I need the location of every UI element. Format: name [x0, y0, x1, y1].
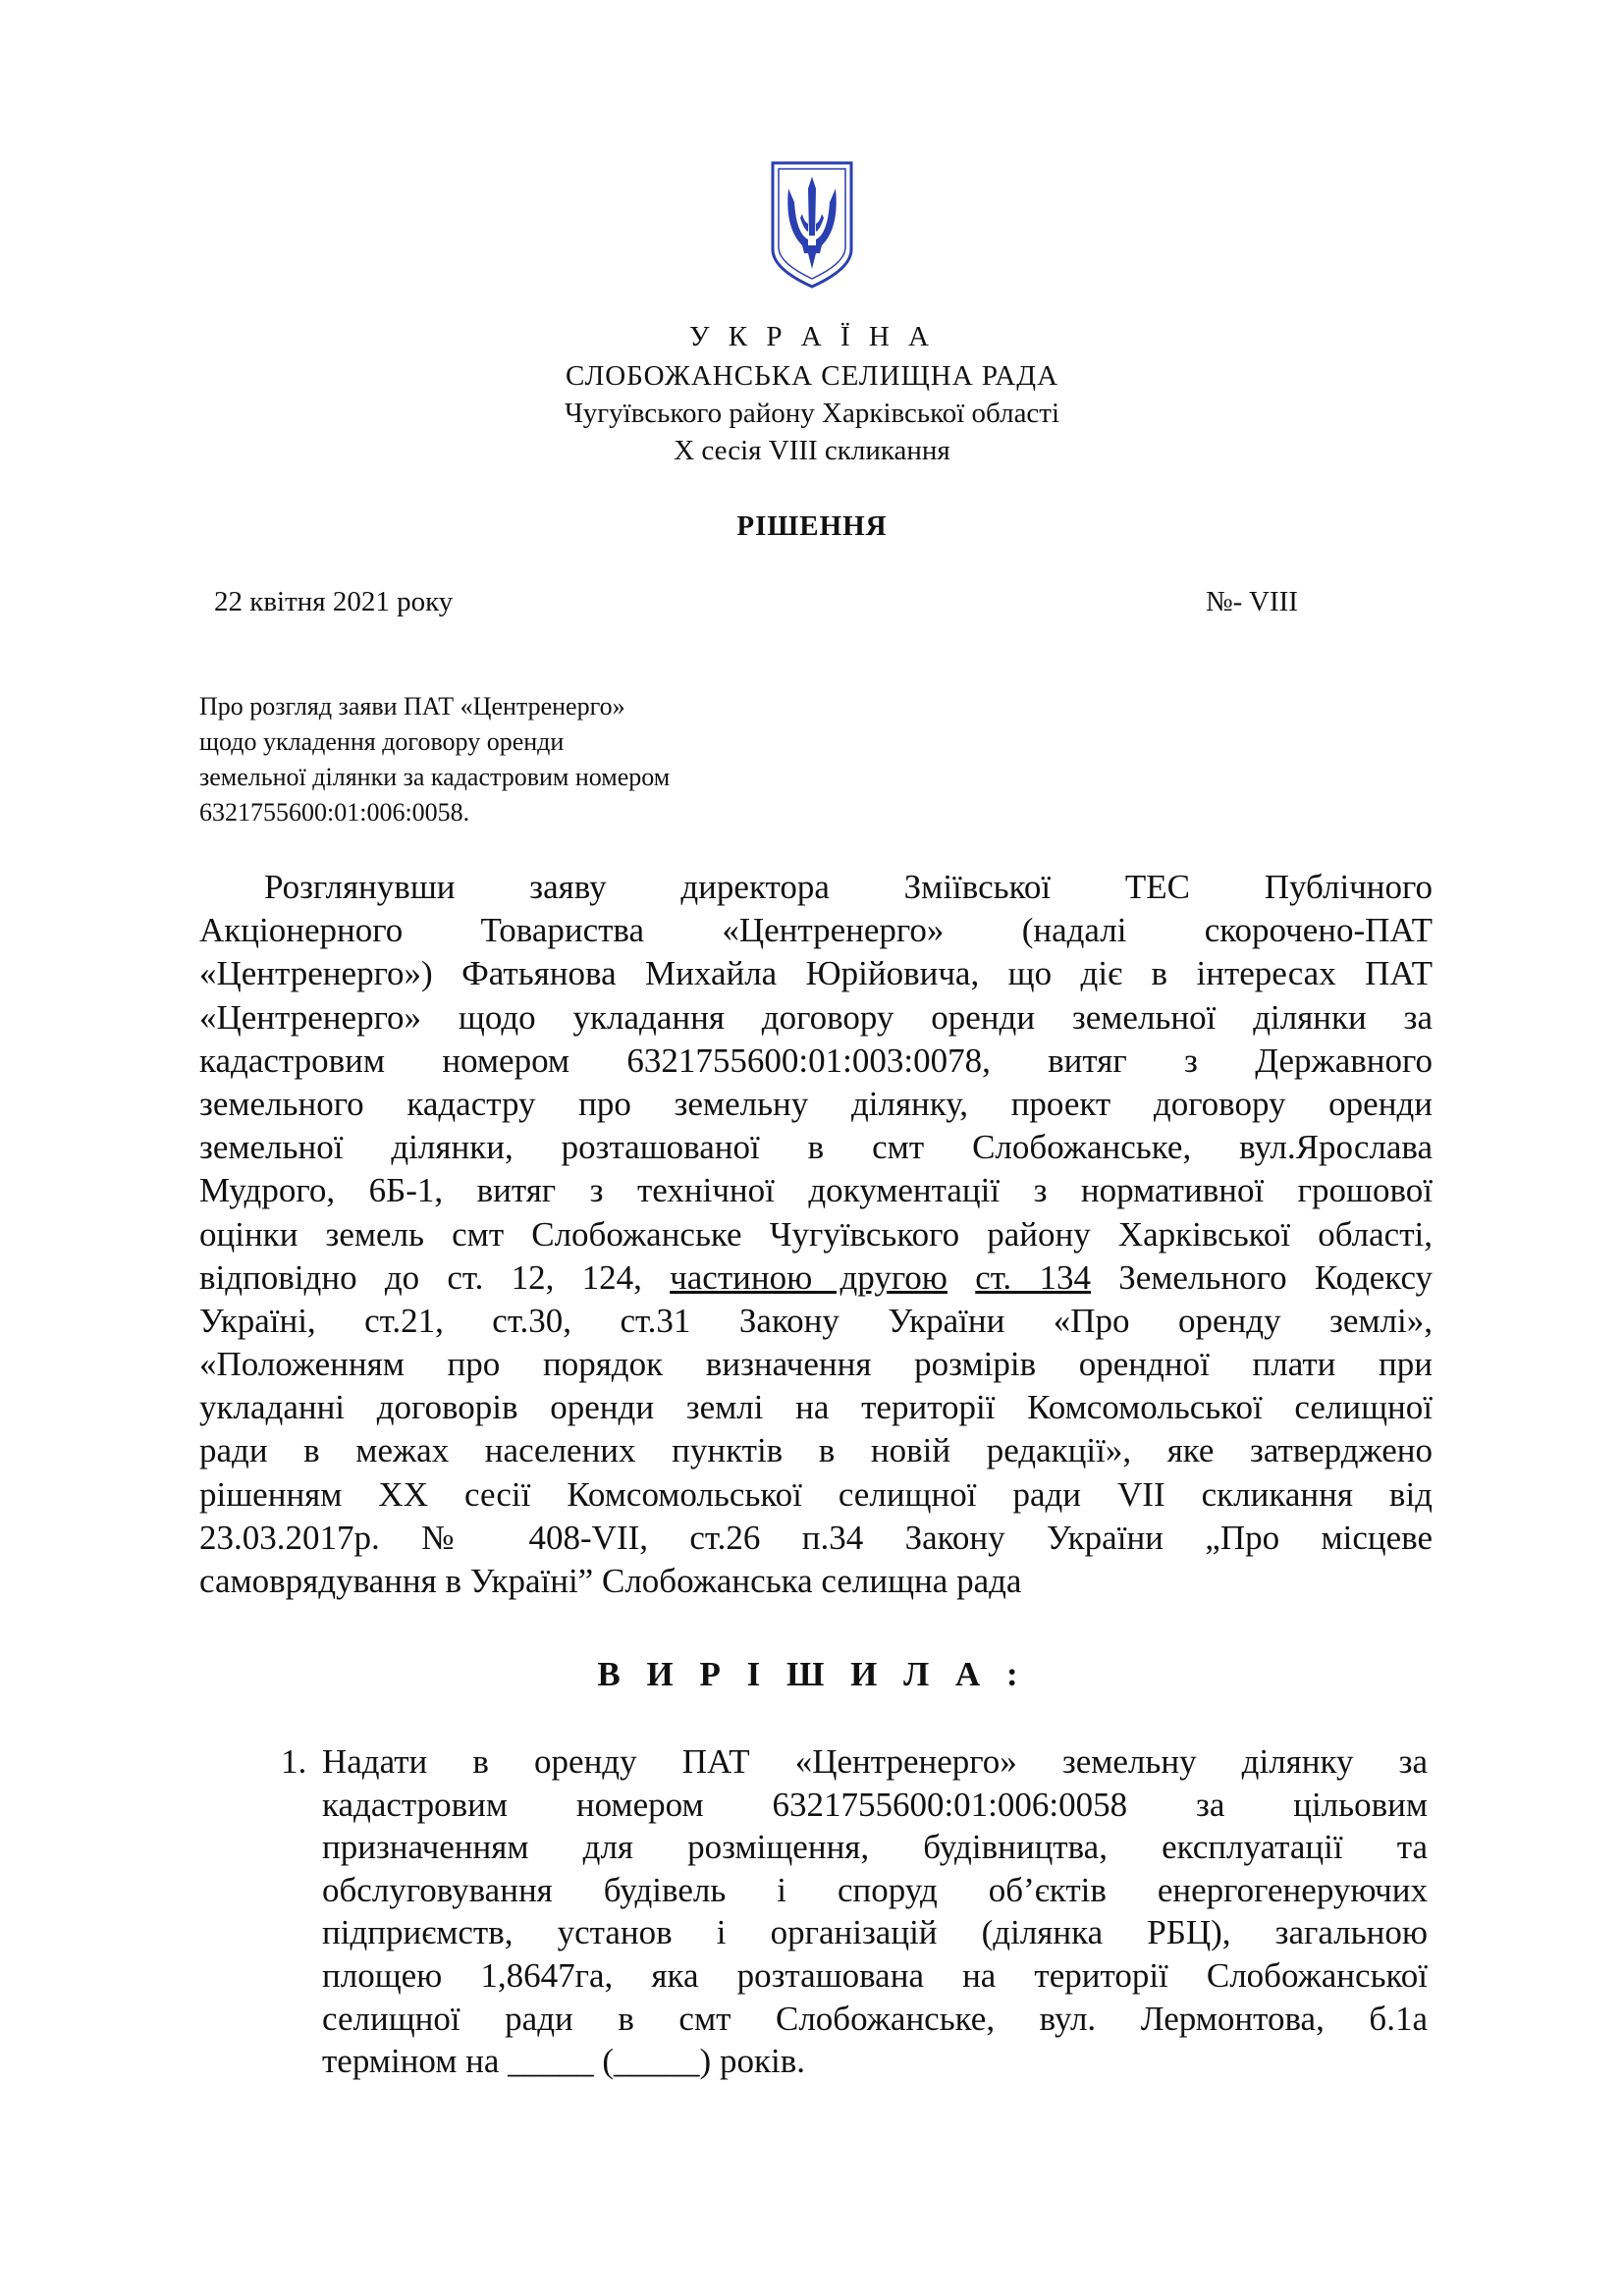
- subject-line: земельної ділянки за кадастровим номером: [199, 763, 671, 791]
- legal-ref-underlined: частиною другою: [670, 1257, 947, 1297]
- decision-number: №- VIII: [1206, 586, 1298, 617]
- subject-line: 6321755600:01:006:0058.: [199, 798, 470, 827]
- preamble-line: ради в межах населених пунктів в новій редакції», яке затверджено: [199, 1431, 1433, 1470]
- preamble-line: Україні, ст.21, ст.30, ст.31 Закону України «Про оренду землі»,: [199, 1301, 1433, 1340]
- coat-of-arms-emblem: [769, 159, 855, 291]
- preamble-line: Мудрого, 6Б-1, витяг з технічної документації з нормативної грошової: [199, 1171, 1433, 1210]
- header-country: У К Р А Ї Н А: [689, 321, 935, 352]
- item-number: 1.: [281, 1742, 307, 1781]
- legal-ref-article: ст. 134: [975, 1257, 1091, 1297]
- item-line: обслуговування будівель і споруд об’єктів енергогенеруючих: [322, 1870, 1428, 1909]
- preamble-line: земельного кадастру про земельну ділянку, проект договору оренди: [199, 1084, 1433, 1123]
- preamble-line: самоврядування в Україні” Слобожанська селищна рада: [199, 1562, 1022, 1600]
- legal-ref-text: відповідно до ст. 12, 124,: [199, 1257, 642, 1297]
- legal-ref-text: Земельного Кодексу: [1118, 1257, 1434, 1297]
- item-line: селищної ради в смт Слобожанське, вул. Лермонтова, б.1а: [322, 1999, 1428, 2038]
- subject-line: щодо укладення договору оренди: [199, 727, 565, 756]
- preamble-line: Акціонерного Товариства «Центренерго» (надалі скорочено-ПАТ: [199, 911, 1433, 950]
- preamble-paragraph: [199, 866, 1433, 1603]
- preamble-line-legal-refs: [199, 1256, 1433, 1300]
- header-council: СЛОБОЖАНСЬКА СЕЛИЩНА РАДА: [565, 360, 1059, 392]
- preamble-line: «Центренерго» щодо укладання договору оренди земельної ділянки за: [199, 997, 1433, 1037]
- decision-date: 22 квітня 2021 року: [214, 586, 454, 617]
- item-text: [322, 1740, 1428, 2083]
- item-line: площею 1,8647га, яка розташована на території Слобожанської: [322, 1955, 1428, 1995]
- subject-line: Про розгляд заяви ПАТ «Центренерго»: [199, 692, 625, 721]
- preamble-line: Розглянувши заяву директора Зміївської ТЕС Публічного: [264, 868, 1433, 906]
- resolve-heading: В И Р І Ш И Л А :: [597, 1655, 1027, 1693]
- item-line: терміном на _____ (_____) років.: [322, 2042, 805, 2081]
- item-line: підприємств, установ і організацій (ділянка РБЦ), загальною: [322, 1913, 1428, 1952]
- item-line: призначенням для розміщення, будівництва, експлуатації та: [322, 1828, 1428, 1867]
- item-line: Надати в оренду ПАТ «Центренерго» земельну ділянку за: [322, 1742, 1428, 1781]
- document-type-title: РІШЕННЯ: [736, 510, 888, 542]
- preamble-line: кадастровим номером 6321755600:01:003:0078, витяг з Державного: [199, 1041, 1433, 1080]
- preamble-line: укладанні договорів оренди землі на території Комсомольської селищної: [199, 1388, 1433, 1427]
- header-session: Х сесія VIII скликання: [674, 435, 950, 466]
- preamble-line: «Положенням про порядок визначення розмірів орендної плати при: [199, 1345, 1433, 1384]
- preamble-line: земельної ділянки, розташованої в смт Слобожанське, вул.Ярослава: [199, 1128, 1433, 1167]
- preamble-line: «Центренерго») Фатьянова Михайла Юрійовича, що діє в інтересах ПАТ: [199, 954, 1433, 993]
- decision-subject: [199, 689, 887, 830]
- preamble-line: рішенням ХХ сесії Комсомольської селищної ради VII скликання від: [199, 1474, 1433, 1514]
- header-district: Чугуївського району Харківської області: [564, 398, 1060, 429]
- preamble-line: оцінки земель смт Слобожанське Чугуївського району Харківської області,: [199, 1214, 1433, 1254]
- item-line: кадастровим номером 6321755600:01:006:0058 за цільовим: [322, 1785, 1428, 1824]
- preamble-line: 23.03.2017р. № 408-VII, ст.26 п.34 Закону України „Про місцеве: [199, 1518, 1433, 1557]
